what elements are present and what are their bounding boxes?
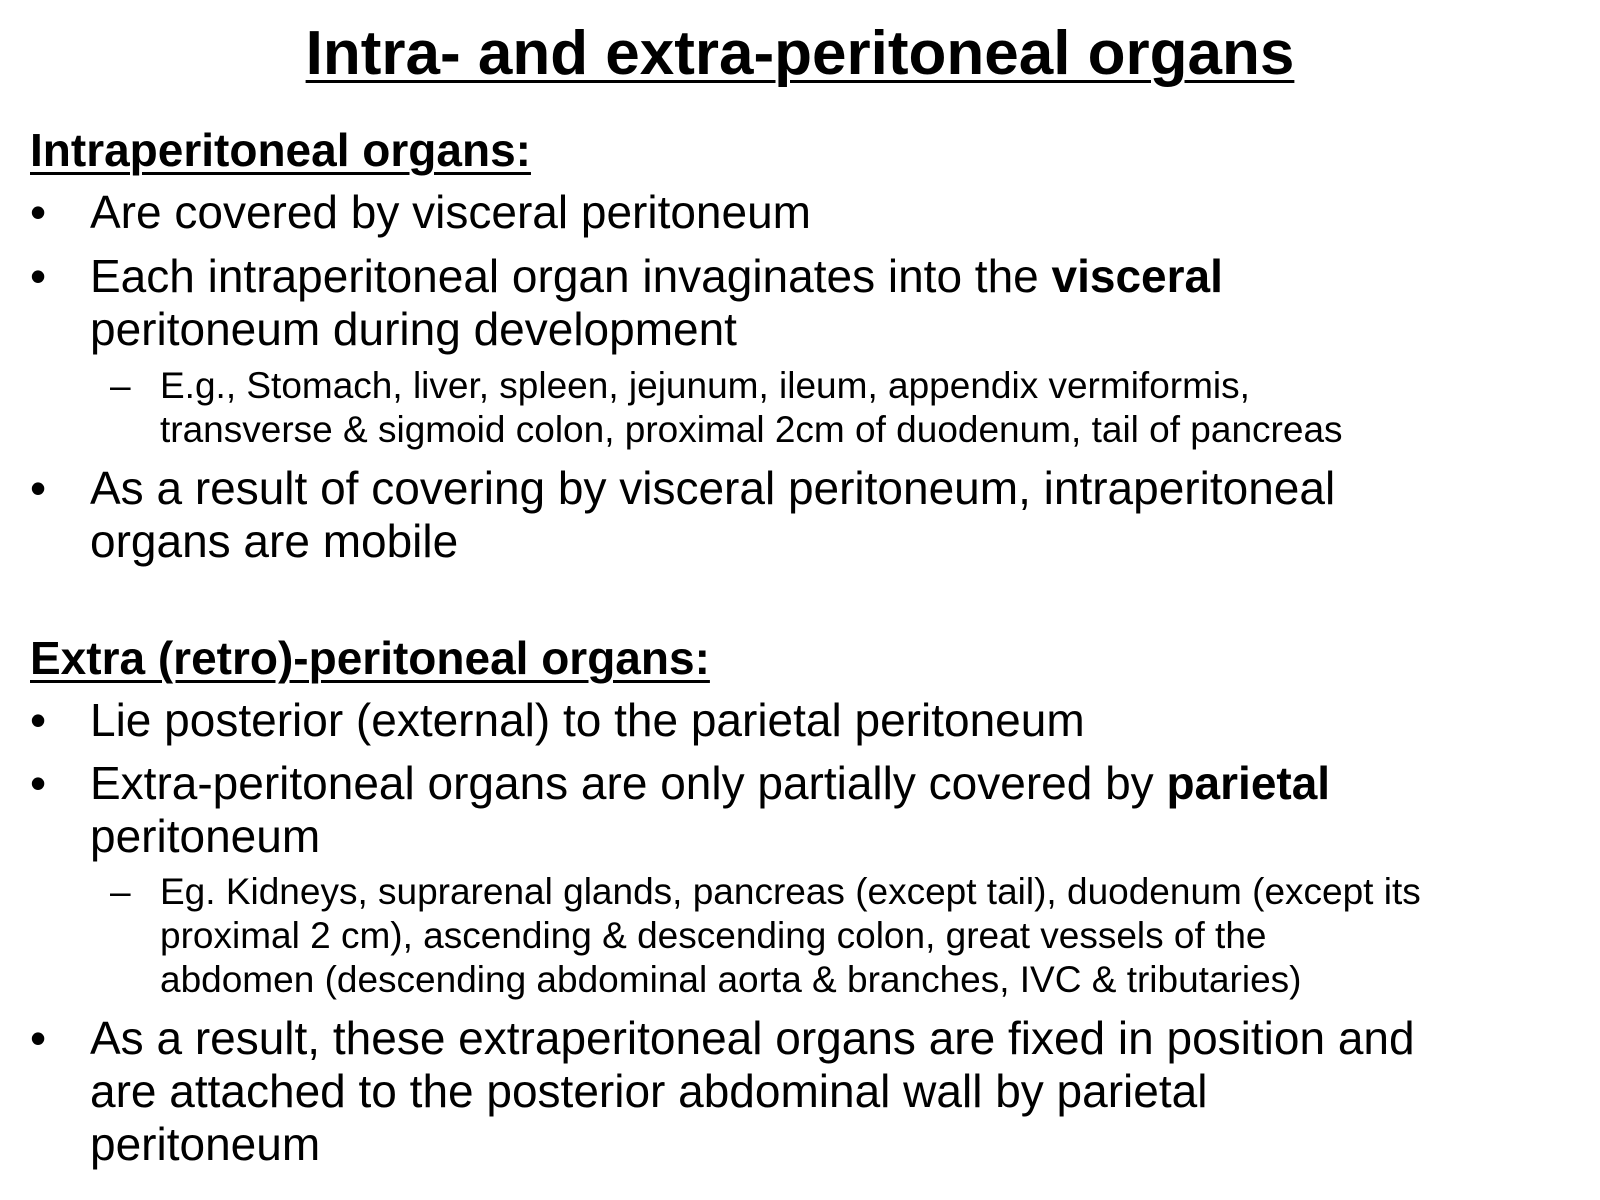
intra-bullet-2-bold: visceral [1051, 250, 1223, 302]
intra-bullet-2-text-pre: Each intraperitoneal organ invaginates into the [90, 250, 1052, 302]
intra-sub-line-2: transverse & sigmoid colon, proximal 2cm of duodenum, tail of pancreas [160, 409, 1343, 450]
bullet-glyph: • [30, 757, 47, 809]
intra-sub-line-1: E.g., Stomach, liver, spleen, jejunum, ileum, appendix vermiformis, [160, 365, 1250, 406]
intra-bullet-2-text-post: peritoneum during development [90, 303, 737, 355]
extra-bullet-3-line-2: are attached to the posterior abdominal wall by parietal [90, 1065, 1208, 1117]
intra-bullet-3-line-2: organs are mobile [90, 515, 459, 567]
extra-sub-bullet-1-text [160, 870, 1600, 1002]
bullet-glyph: • [30, 462, 47, 514]
bullet-glyph: • [30, 694, 47, 746]
extra-heading: Extra (retro)-peritoneal organs: [30, 632, 710, 684]
slide-title: Intra- and extra-peritoneal organs [305, 19, 1295, 88]
dash-glyph: – [110, 871, 131, 912]
extra-bullet-2-text [90, 757, 1570, 863]
extra-bullet-3-text [90, 1012, 1570, 1171]
extra-bullet-2-text-pre: Extra-peritoneal organs are only partially covered by [90, 757, 1167, 809]
intra-sub-bullet-1-text [160, 364, 1600, 452]
bullet-glyph: • [30, 1012, 47, 1064]
extra-sub-line-2: proximal 2 cm), ascending & descending colon, great vessels of the [160, 915, 1267, 956]
bullet-glyph: • [30, 250, 47, 302]
intra-bullet-2-text [90, 250, 1570, 356]
extra-sub-line-3: abdomen (descending abdominal aorta & branches, IVC & tributaries) [160, 959, 1302, 1000]
extra-bullet-2-bold: parietal [1166, 757, 1331, 809]
dash-glyph: – [110, 365, 131, 406]
intra-bullet-3-line-1: As a result of covering by visceral peritoneum, intraperitoneal [90, 462, 1336, 514]
extra-bullet-3-line-3: peritoneum [90, 1118, 321, 1170]
intra-bullet-3-text [90, 462, 1570, 568]
extra-bullet-2-text-post: peritoneum [90, 810, 321, 862]
extra-bullet-1-text: Lie posterior (external) to the parietal peritoneum [90, 694, 1085, 746]
bullet-glyph: • [30, 186, 47, 238]
extra-bullet-3-line-1: As a result, these extraperitoneal organs are fixed in position and [90, 1012, 1415, 1064]
intra-heading: Intraperitoneal organs: [30, 124, 531, 176]
intra-bullet-1-text: Are covered by visceral peritoneum [90, 186, 811, 238]
extra-sub-line-1: Eg. Kidneys, suprarenal glands, pancreas (except tail), duodenum (except its [160, 871, 1421, 912]
